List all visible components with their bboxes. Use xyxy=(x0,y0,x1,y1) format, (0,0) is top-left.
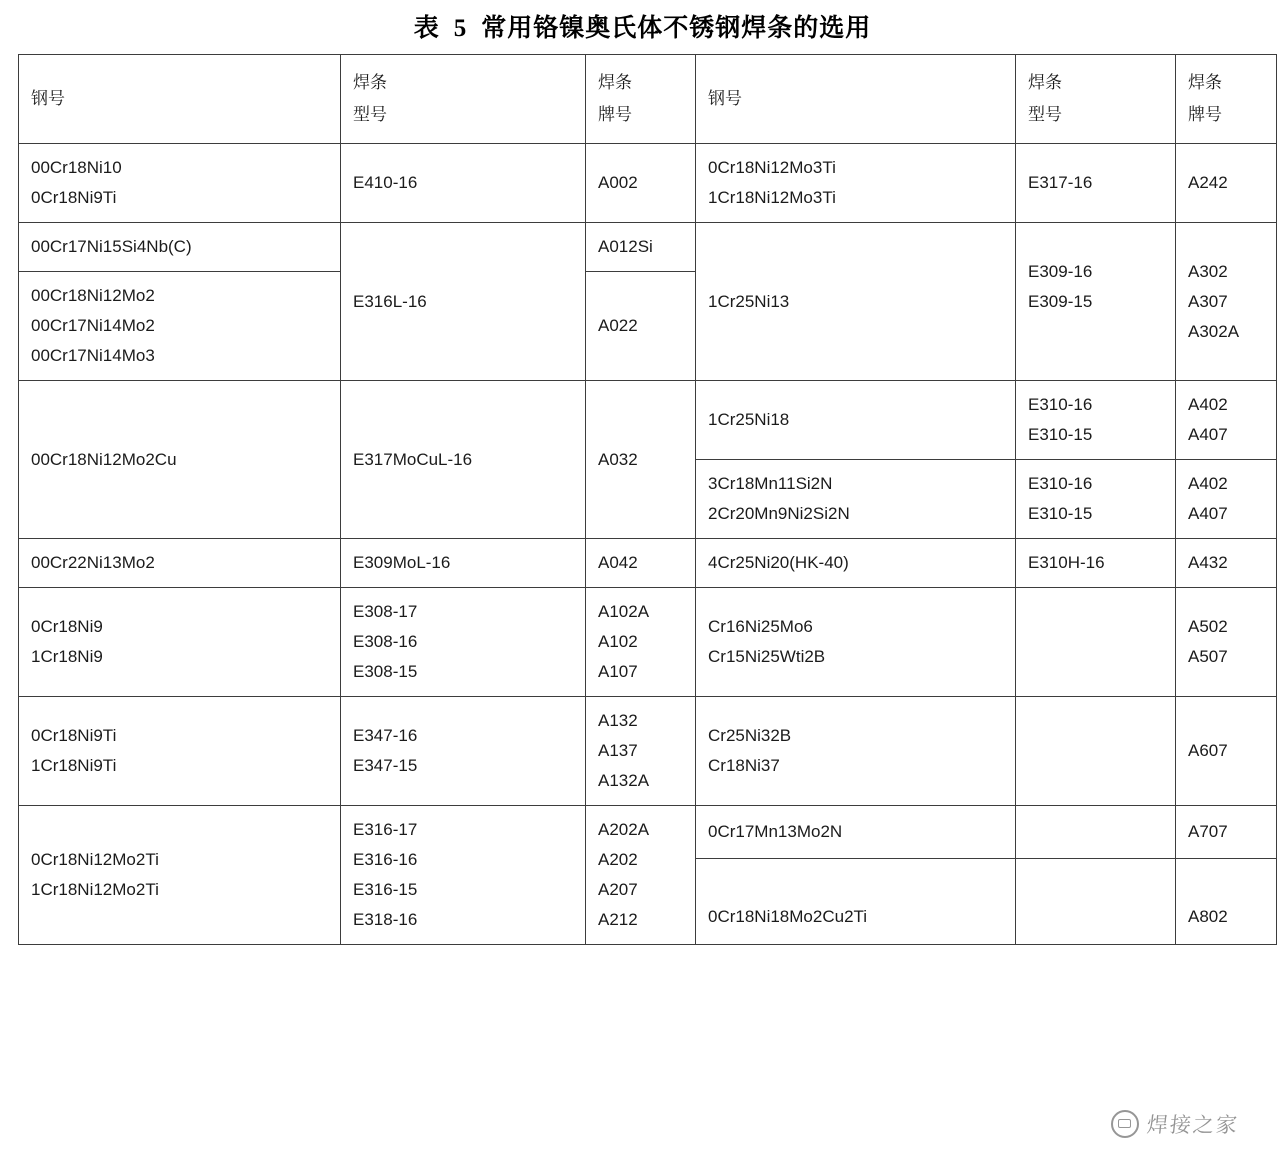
steel-grade-value: 1Cr25Ni18 xyxy=(708,410,790,429)
cell-steel-right xyxy=(696,697,1016,806)
cell-brand-left xyxy=(586,697,696,806)
steel-grade-value: Cr16Ni25Mo6 xyxy=(708,617,813,636)
electrode-brand-value: A302 xyxy=(1188,261,1228,281)
steel-grade-value: 00Cr17Ni14Mo3 xyxy=(31,346,155,365)
cell-brand-left xyxy=(586,588,696,697)
steel-grade-value: 1Cr18Ni9 xyxy=(31,647,103,666)
cell-type-left xyxy=(341,223,586,381)
cell-brand-left xyxy=(586,539,696,588)
cell-type-left xyxy=(341,381,586,539)
cell-steel-left xyxy=(19,588,341,697)
header-cell-brand-left xyxy=(586,55,696,144)
steel-grade-value: 0Cr18Ni12Mo3Ti xyxy=(708,158,836,177)
steel-grade-value: 1Cr18Ni12Mo3Ti xyxy=(708,188,836,207)
cell-type-left xyxy=(341,539,586,588)
electrode-brand-value: A307 xyxy=(1188,291,1228,311)
electrode-brand-value: A137 xyxy=(598,741,638,760)
cell-type-right xyxy=(1016,806,1176,859)
cell-steel-left xyxy=(19,144,341,223)
header-cell-steel-left xyxy=(19,55,341,144)
electrode-selection-table xyxy=(18,54,1277,945)
cell-brand-left xyxy=(586,144,696,223)
steel-grade-value: 0Cr18Ni9Ti xyxy=(31,188,117,207)
table-row xyxy=(19,588,1277,697)
electrode-type-value: E410-16 xyxy=(353,173,418,192)
electrode-type-value: E316L-16 xyxy=(353,291,427,311)
cell-steel-right xyxy=(696,588,1016,697)
header-text: 焊条 xyxy=(1028,73,1062,92)
electrode-type-value: E347-15 xyxy=(353,756,418,775)
cell-steel-left xyxy=(19,697,341,806)
header-cell-type-left xyxy=(341,55,586,144)
electrode-brand-value: A107 xyxy=(598,662,638,681)
header-text: 型号 xyxy=(1028,105,1062,124)
cell-type-right xyxy=(1016,223,1176,381)
electrode-type-value: E316-15 xyxy=(353,880,418,899)
table-header-row xyxy=(19,55,1277,144)
steel-grade-value: 1Cr18Ni9Ti xyxy=(31,756,117,775)
cell-type-right xyxy=(1016,588,1176,697)
cell-steel-left xyxy=(19,223,341,272)
electrode-brand-value: A402 xyxy=(1188,474,1228,493)
steel-grade-value: 0Cr18Ni9 xyxy=(31,617,103,636)
electrode-brand-value: A002 xyxy=(598,173,638,192)
page-title xyxy=(0,0,1285,54)
steel-grade-value: Cr18Ni37 xyxy=(708,756,780,775)
steel-grade-value: 1Cr18Ni12Mo2Ti xyxy=(31,880,159,899)
steel-grade-value: 0Cr17Mn13Mo2N xyxy=(708,822,843,842)
cell-steel-left xyxy=(19,806,341,945)
cell-brand-right xyxy=(1176,381,1277,460)
header-cell-brand-right xyxy=(1176,55,1277,144)
electrode-type-value: E317MoCuL-16 xyxy=(353,449,473,469)
electrode-brand-value: A407 xyxy=(1188,425,1228,444)
steel-grade-value: 00Cr17Ni14Mo2 xyxy=(31,316,155,335)
electrode-brand-value: A032 xyxy=(598,449,638,469)
cell-brand-right xyxy=(1176,144,1277,223)
cell-steel-left xyxy=(19,381,341,539)
cell-type-right xyxy=(1016,381,1176,460)
header-text: 焊条 xyxy=(1188,73,1222,92)
steel-grade-value: 4Cr25Ni20(HK-40) xyxy=(708,553,849,572)
electrode-brand-value: A402 xyxy=(1188,395,1228,414)
electrode-brand-value: A102A xyxy=(598,602,650,621)
electrode-brand-value: A202A xyxy=(598,820,650,839)
cell-type-right xyxy=(1016,144,1176,223)
cell-brand-left xyxy=(586,381,696,539)
table-row xyxy=(19,539,1277,588)
electrode-brand-value: A132 xyxy=(598,711,638,730)
cell-brand-right xyxy=(1176,223,1277,381)
electrode-type-value: E310-15 xyxy=(1028,504,1093,523)
cell-type-right xyxy=(1016,539,1176,588)
steel-grade-value: Cr15Ni25Wti2B xyxy=(708,647,826,666)
electrode-brand-value: A042 xyxy=(598,553,638,572)
header-text: 焊条 xyxy=(353,73,387,92)
cell-type-left xyxy=(341,588,586,697)
title-number: 5 xyxy=(453,15,468,42)
cell-brand-left xyxy=(586,806,696,945)
cell-brand-right xyxy=(1176,539,1277,588)
table-row xyxy=(19,806,1277,859)
header-cell-type-right xyxy=(1016,55,1176,144)
electrode-brand-value: A302A xyxy=(1188,321,1240,341)
electrode-type-value: E347-16 xyxy=(353,726,418,745)
cell-steel-right xyxy=(696,806,1016,859)
steel-grade-value: 0Cr18Ni9Ti xyxy=(31,726,117,745)
electrode-type-value: E308-15 xyxy=(353,662,418,681)
cell-steel-left xyxy=(19,272,341,381)
cell-brand-right xyxy=(1176,806,1277,859)
electrode-brand-value: A012Si xyxy=(598,237,653,256)
header-text: 钢号 xyxy=(31,89,65,108)
electrode-type-value: E310H-16 xyxy=(1028,553,1105,572)
table-row xyxy=(19,223,1277,272)
steel-grade-value: Cr25Ni32B xyxy=(708,726,792,745)
electrode-brand-value: A207 xyxy=(598,880,638,899)
steel-grade-value: 00Cr18Ni12Mo2Cu xyxy=(31,449,177,469)
electrode-type-value: E309-16 xyxy=(1028,261,1093,281)
electrode-type-value: E310-15 xyxy=(1028,425,1093,444)
cell-steel-right xyxy=(696,144,1016,223)
cell-steel-right xyxy=(696,460,1016,539)
header-cell-steel-right xyxy=(696,55,1016,144)
cell-brand-right xyxy=(1176,588,1277,697)
electrode-type-value: E310-16 xyxy=(1028,474,1093,493)
electrode-type-value: E308-16 xyxy=(353,632,418,651)
cell-steel-right xyxy=(696,381,1016,460)
header-text: 钢号 xyxy=(708,89,742,108)
electrode-brand-value: A242 xyxy=(1188,173,1228,192)
cell-type-left xyxy=(341,806,586,945)
steel-grade-value: 00Cr18Ni12Mo2 xyxy=(31,286,155,305)
watermark xyxy=(1111,1109,1239,1139)
cell-brand-right xyxy=(1176,697,1277,806)
title-prefix: 表 xyxy=(413,15,440,42)
header-text: 牌号 xyxy=(598,105,632,124)
electrode-type-value: E309MoL-16 xyxy=(353,553,451,572)
electrode-type-value: E316-16 xyxy=(353,850,418,869)
electrode-brand-value: A022 xyxy=(598,316,638,335)
cell-brand-left xyxy=(586,223,696,272)
steel-grade-value: 0Cr18Ni12Mo2Ti xyxy=(31,850,159,869)
table-row xyxy=(19,144,1277,223)
electrode-brand-value: A507 xyxy=(1188,647,1228,666)
electrode-brand-value: A132A xyxy=(598,771,650,790)
electrode-brand-value: A202 xyxy=(598,850,638,869)
electrode-brand-value: A407 xyxy=(1188,504,1228,523)
watermark-text: 焊接之家 xyxy=(1145,1113,1241,1137)
electrode-brand-value: A502 xyxy=(1188,617,1228,636)
electrode-brand-value: A802 xyxy=(1188,906,1228,926)
cell-type-right xyxy=(1016,859,1176,945)
electrode-type-value: E317-16 xyxy=(1028,173,1093,192)
cell-brand-left xyxy=(586,272,696,381)
electrode-brand-value: A707 xyxy=(1188,822,1228,842)
steel-grade-value: 2Cr20Mn9Ni2Si2N xyxy=(708,504,850,523)
steel-grade-value: 00Cr17Ni15Si4Nb(C) xyxy=(31,237,192,256)
header-text: 牌号 xyxy=(1188,105,1222,124)
electrode-type-value: E318-16 xyxy=(353,910,418,929)
cell-steel-left xyxy=(19,539,341,588)
electrode-brand-value: A212 xyxy=(598,910,638,929)
electrode-brand-value: A607 xyxy=(1188,741,1228,760)
cell-type-right xyxy=(1016,460,1176,539)
table-row xyxy=(19,697,1277,806)
electrode-brand-value: A432 xyxy=(1188,553,1228,572)
steel-grade-value: 3Cr18Mn11Si2N xyxy=(708,474,833,493)
electrode-type-value: E308-17 xyxy=(353,602,418,621)
cell-steel-right xyxy=(696,223,1016,381)
electrode-type-value: E310-16 xyxy=(1028,395,1093,414)
cell-type-left xyxy=(341,144,586,223)
cell-type-left xyxy=(341,697,586,806)
steel-grade-value: 1Cr25Ni13 xyxy=(708,291,790,311)
wechat-icon xyxy=(1111,1110,1139,1138)
title-text: 常用铬镍奥氏体不锈钢焊条的选用 xyxy=(481,15,872,42)
header-text: 型号 xyxy=(353,105,387,124)
steel-grade-value: 00Cr18Ni10 xyxy=(31,158,122,177)
header-text: 焊条 xyxy=(598,73,632,92)
steel-grade-value: 00Cr22Ni13Mo2 xyxy=(31,553,155,572)
table-row xyxy=(19,381,1277,460)
electrode-brand-value: A102 xyxy=(598,632,638,651)
cell-steel-right xyxy=(696,539,1016,588)
cell-brand-right xyxy=(1176,859,1277,945)
cell-brand-right xyxy=(1176,460,1277,539)
electrode-type-value: E309-15 xyxy=(1028,291,1093,311)
cell-steel-right xyxy=(696,859,1016,945)
electrode-type-value: E316-17 xyxy=(353,820,418,839)
steel-grade-value: 0Cr18Ni18Mo2Cu2Ti xyxy=(708,906,868,926)
cell-type-right xyxy=(1016,697,1176,806)
